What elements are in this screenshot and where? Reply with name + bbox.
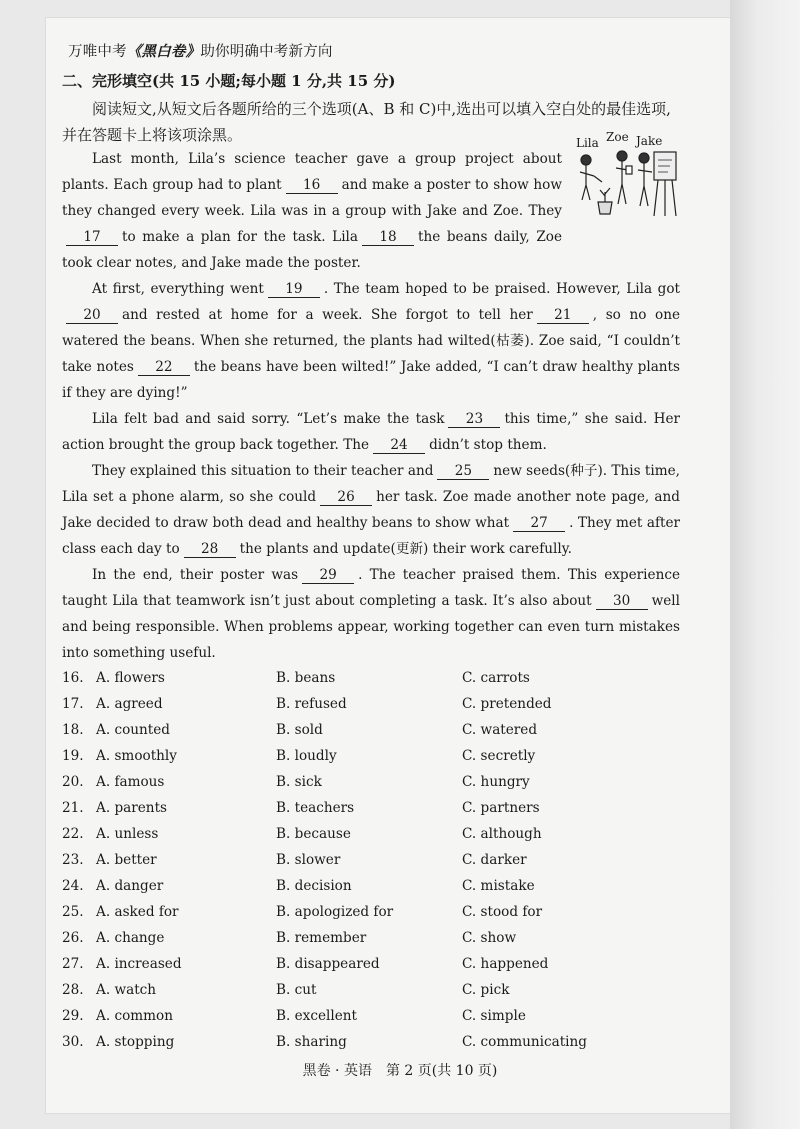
question-number: 29. — [62, 1008, 84, 1024]
option-a[interactable]: A. change — [96, 930, 165, 946]
blank-27: 27 — [513, 515, 565, 532]
option-a[interactable]: A. asked for — [96, 904, 179, 920]
option-c[interactable]: C. stood for — [462, 904, 543, 920]
page-header — [68, 40, 333, 61]
option-b[interactable]: B. disappeared — [276, 956, 380, 972]
question-row — [62, 1030, 682, 1056]
paragraph-3 — [62, 406, 680, 458]
question-row — [62, 900, 682, 926]
blank-18: 18 — [362, 229, 414, 246]
question-row — [62, 666, 682, 692]
option-b[interactable]: B. sharing — [276, 1034, 347, 1050]
option-c[interactable]: C. watered — [462, 722, 538, 738]
question-number: 22. — [62, 826, 84, 842]
option-c[interactable]: C. communicating — [462, 1034, 587, 1050]
header-prefix: 万唯中考 — [68, 44, 127, 60]
option-a[interactable]: A. unless — [96, 826, 159, 842]
p2-text-2: . The team hoped to be praised. However, Lila got — [323, 281, 680, 297]
option-a[interactable]: A. danger — [96, 878, 164, 894]
option-c[interactable]: C. although — [462, 826, 542, 842]
option-b[interactable]: B. teachers — [276, 800, 355, 816]
p1-text-2: and make a poster to show how they changed every week. Lila was in a group with Jake and Zoe. They — [62, 177, 562, 219]
question-number: 27. — [62, 956, 84, 972]
question-number: 28. — [62, 982, 84, 998]
question-row — [62, 692, 682, 718]
blank-16: 16 — [286, 177, 338, 194]
option-b[interactable]: B. because — [276, 826, 351, 842]
option-a[interactable]: A. agreed — [96, 696, 163, 712]
name-jake: Jake — [636, 134, 663, 148]
option-b[interactable]: B. excellent — [276, 1008, 357, 1024]
blank-21: 21 — [537, 307, 589, 324]
option-c[interactable]: C. pretended — [462, 696, 552, 712]
option-c[interactable]: C. happened — [462, 956, 549, 972]
option-a[interactable]: A. common — [96, 1008, 173, 1024]
instructions-text: 阅读短文,从短文后各题所给的三个选项(A、B 和 C)中,选出可以填入空白处的最佳选项,并在答题卡上将该项涂黑。 — [62, 100, 671, 144]
cloze-passage — [62, 146, 680, 666]
option-a[interactable]: A. flowers — [96, 670, 165, 686]
question-number: 21. — [62, 800, 84, 816]
paragraph-5 — [62, 562, 680, 666]
option-a[interactable]: A. stopping — [96, 1034, 175, 1050]
question-number: 25. — [62, 904, 84, 920]
question-row — [62, 848, 682, 874]
p2-text-4: , so no one watered the beans. When she returned, the plants had wilted(枯萎). Zoe said, “I couldn’t take notes — [62, 307, 680, 375]
option-c[interactable]: C. darker — [462, 852, 527, 868]
answer-options — [62, 666, 682, 1056]
p4-text-1: They explained this situation to their teacher and — [92, 463, 434, 479]
blank-28: 28 — [184, 541, 236, 558]
question-row — [62, 952, 682, 978]
p4-text-4: . They met after class each day to — [62, 515, 680, 557]
question-row — [62, 770, 682, 796]
blank-23: 23 — [448, 411, 500, 428]
blank-17: 17 — [66, 229, 118, 246]
blank-20: 20 — [66, 307, 118, 324]
question-number: 20. — [62, 774, 84, 790]
question-number: 19. — [62, 748, 84, 764]
p3-text-1: Lila felt bad and said sorry. “Let’s make the task — [92, 411, 445, 427]
option-a[interactable]: A. counted — [96, 722, 170, 738]
paragraph-4 — [62, 458, 680, 562]
paragraph-1 — [62, 146, 562, 276]
option-a[interactable]: A. famous — [96, 774, 165, 790]
blank-22: 22 — [138, 359, 190, 376]
question-number: 18. — [62, 722, 84, 738]
page-edge-shadow — [730, 0, 800, 1129]
question-number: 26. — [62, 930, 84, 946]
question-number: 24. — [62, 878, 84, 894]
p5-text-1: In the end, their poster was — [92, 567, 299, 583]
option-c[interactable]: C. mistake — [462, 878, 535, 894]
name-lila: Lila — [576, 136, 599, 150]
question-row — [62, 718, 682, 744]
p1-text-3: to make a plan for the task. Lila — [122, 229, 358, 245]
header-suffix: 助你明确中考新方向 — [200, 44, 333, 60]
question-number: 23. — [62, 852, 84, 868]
p5-text-3: well and being responsible. When problems appear, working together can even turn mistakes into something useful. — [62, 593, 680, 661]
option-b[interactable]: B. beans — [276, 670, 336, 686]
option-c[interactable]: C. hungry — [462, 774, 530, 790]
question-row — [62, 1004, 682, 1030]
section-title: 二、完形填空(共 15 小题;每小题 1 分,共 15 分) — [62, 72, 396, 90]
option-b[interactable]: B. loudly — [276, 748, 337, 764]
option-b[interactable]: B. slower — [276, 852, 341, 868]
option-c[interactable]: C. simple — [462, 1008, 526, 1024]
p2-text-1: At first, everything went — [92, 281, 264, 297]
p2-text-5: the beans have been wilted!” Jake added, “I can’t draw healthy plants if they are dying!” — [62, 359, 680, 401]
page-footer: 黑卷 · 英语 第 2 页(共 10 页) — [302, 1063, 498, 1079]
question-number: 16. — [62, 670, 84, 686]
question-number: 17. — [62, 696, 84, 712]
option-c[interactable]: C. carrots — [462, 670, 530, 686]
option-b[interactable]: B. sold — [276, 722, 323, 738]
question-row — [62, 744, 682, 770]
option-a[interactable]: A. watch — [96, 982, 157, 998]
option-a[interactable]: A. parents — [96, 800, 168, 816]
blank-25: 25 — [437, 463, 489, 480]
option-b[interactable]: B. cut — [276, 982, 317, 998]
question-row — [62, 926, 682, 952]
question-row — [62, 978, 682, 1004]
blank-29: 29 — [302, 567, 354, 584]
question-row — [62, 874, 682, 900]
option-a[interactable]: A. smoothly — [96, 748, 177, 764]
option-a[interactable]: A. better — [96, 852, 157, 868]
question-row — [62, 822, 682, 848]
p1-text-1: Last month, Lila’s science teacher gave a group project about plants. Each group had to plant — [62, 151, 562, 193]
p4-text-3: her task. Zoe made another note page, and Jake decided to draw both dead and healthy beans to show what — [62, 489, 680, 531]
name-zoe: Zoe — [606, 130, 629, 144]
option-c[interactable]: C. show — [462, 930, 517, 946]
option-b[interactable]: B. decision — [276, 878, 352, 894]
option-b[interactable]: B. apologized for — [276, 904, 394, 920]
p3-text-2: this time,” she said. Her action brought the group back together. The — [62, 411, 681, 453]
p2-text-3: and rested at home for a week. She forgot to tell her — [122, 307, 533, 323]
p3-text-3: didn’t stop them. — [429, 437, 547, 453]
blank-26: 26 — [320, 489, 372, 506]
question-number: 30. — [62, 1034, 84, 1050]
option-a[interactable]: A. increased — [96, 956, 182, 972]
option-c[interactable]: C. secretly — [462, 748, 536, 764]
option-b[interactable]: B. refused — [276, 696, 347, 712]
p1-text-4: the beans daily, Zoe took clear notes, and Jake made the poster. — [62, 229, 562, 271]
p4-text-2: new seeds(种子). This time, Lila set a phone alarm, so she could — [62, 463, 680, 505]
header-brand: 《黑白卷》 — [126, 43, 201, 60]
p4-text-5: the plants and update(更新) their work carefully. — [239, 541, 572, 557]
question-row — [62, 796, 682, 822]
option-b[interactable]: B. remember — [276, 930, 367, 946]
option-c[interactable]: C. partners — [462, 800, 540, 816]
blank-30: 30 — [596, 593, 648, 610]
blank-24: 24 — [373, 437, 425, 454]
paragraph-2 — [62, 276, 680, 406]
option-c[interactable]: C. pick — [462, 982, 510, 998]
blank-19: 19 — [268, 281, 320, 298]
p5-text-2: . The teacher praised them. This experience taught Lila that teamwork isn’t just about completing a task. It’s also about — [62, 567, 680, 609]
option-b[interactable]: B. sick — [276, 774, 322, 790]
